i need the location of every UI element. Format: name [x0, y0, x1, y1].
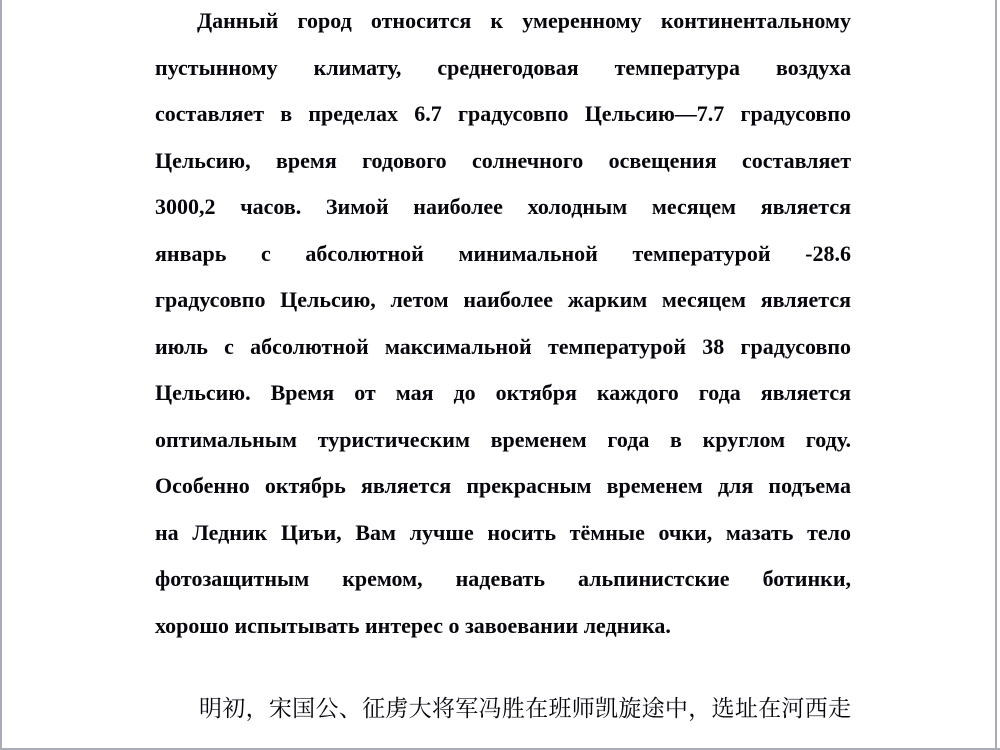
- page-right-edge-line: [995, 0, 997, 750]
- text-line: январь с абсолютной минимальной температурой -28.6: [155, 240, 851, 266]
- text-line: составляет в пределах 6.7 градусовпо Цельсию—7.7 градусовпо: [155, 101, 851, 126]
- text-line: фотозащитным кремом, надевать альпинистские ботинки,: [155, 566, 851, 591]
- text-line: июль с абсолютной максимальной температурой 38 градусовпо: [155, 333, 851, 359]
- text-line: Цельсию. Время от мая до октября каждого года является: [155, 380, 851, 405]
- text-line: оптимальным туристическим временем года в круглом году.: [155, 426, 851, 452]
- text-line: градусовпо Цельсию, летом наиболее жарким месяцем является: [155, 287, 851, 312]
- paragraph-russian-climate: [155, 0, 851, 649]
- text-line: Цельсию, время годового солнечного освещения составляет: [155, 147, 851, 173]
- text-line: хорошо испытывать интерес о завоевании ледника.: [155, 612, 671, 638]
- page-left-edge-line: [0, 0, 2, 750]
- paragraph-chinese-history: [155, 688, 851, 730]
- text-line: на Ледник Циъи, Вам лучше носить тёмные очки, мазать тело: [155, 519, 851, 545]
- text-line: 3000,2 часов. Зимой наиболее холодным месяцем является: [155, 194, 851, 219]
- text-line: Особенно октябрь является прекрасным временем для подъема: [155, 473, 851, 498]
- text-line: Данный город относится к умеренному континентальному: [197, 8, 851, 33]
- text-line: 明初，宋国公、征虏大将军冯胜在班师凯旋途中，选址在河西走: [199, 696, 851, 721]
- text-line: пустынному климату, среднегодовая температура воздуха: [155, 54, 851, 80]
